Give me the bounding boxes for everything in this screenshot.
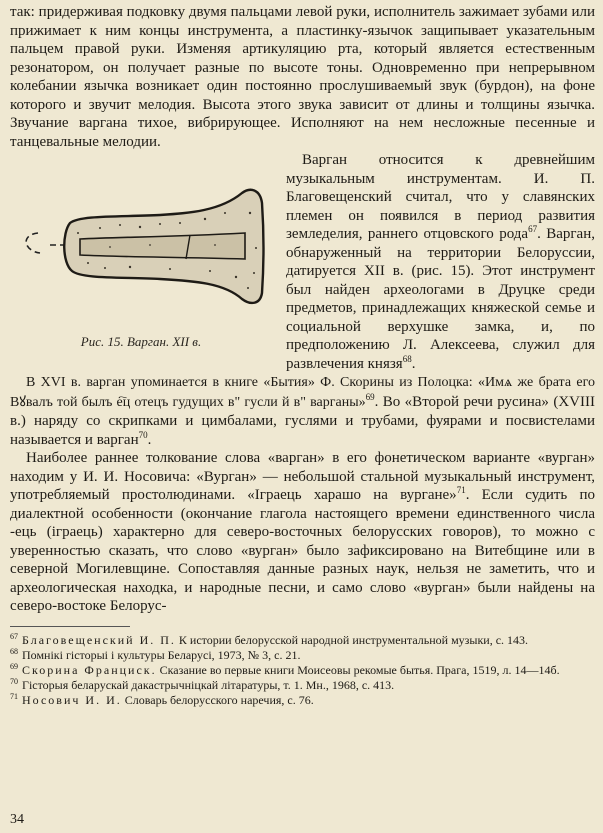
footnote-ref[interactable]: 69 [365,391,375,402]
footnote: $^{70}$ Гісторыя беларускай дакастрычніцкай літаратуры, т. 1. Мн., 1968, с. 413. [10,676,395,692]
footnotes [10,633,595,708]
page [10,3,595,708]
page-number: 34 [10,812,24,827]
footnote: $^{67}$ Благовещенский И. П. К истории белорусской народной инструментальной музыки, с. 143. [10,631,529,647]
footnote-divider [10,626,130,627]
figure-caption: Рис. 15. Варган. XII в. [80,334,202,349]
footnote-ref[interactable]: 70 [138,429,148,440]
footnote: $^{69}$ Скорина Франциск. Сказание во первые книги Моисеовы рекомые бытья. Прага, 1519, л. 14—14б. [10,661,560,677]
footnote: $^{68}$ Помнікі гісторыі і культуры Беларусі, 1973, № 3, с. 21. [10,646,301,662]
paragraph-1: так: придерживая подковку двумя пальцами левой руки, исполнитель зажимает зубами или прижимает к ним концы инструмента, а пластинку-язычок защипывает указательным пальцем правой руки. Изменяя артикуляцию рта, который является естественным резонатором, он получает разные по высоте тоны. Одновременно при непрерывном колебании язычка возникает один постоянно прослушиваемый звук (бурдон), на фоне которого и звучит мелодия. Высота этого звука зависит от длины и толщины язычка. Звучание варгана тихое, вибрирующее. Исполняют на нем несложные песенные и танцевальные мелодии. [10,4,595,150]
paragraph-3: В XVI в. варган упоминается в книге «Бытия» Ф. Скорины из Полоцка: «Имѧ же брата его Вꙋвалъ той былъ е҇ц отецъ гудущих в" гусли й в" варганы»$^{69}$. Во «Второй речи русина» (XVIII в.) наряду со скрипками и цимбалами, гуслями и трубами, фуярами и посвистелами называется и варган$^{70}$. [10,375,595,448]
paragraph-4: Наиболее раннее толкование слова «варган» в его фонетическом варианте «вурган» находим у И. И. Носовича: «Вурган» — небольшой стальной музыкальный инструмент, употребляемый простолюдинами. «Іграець харашо на вургане»$^{71}$. Если судить по диалектной особенности (окончание глагола настоящего времени единственного числа -ець (іграець) характерно для северо-восточных белорусских говоров), то можно с уверенностью сказать, что слово «вурган» было зафиксировано на Витебщине или в северной Могилевщине. Сопоставляя данные разных наук, нельзя не заметить, что и археологическая находка, и народные песни, и само слово «вурган» были найдены на северо-востоке Белорус- [10,450,595,614]
footnote-ref[interactable]: 68 [402,353,412,364]
figure-varhan [10,153,272,361]
footnote-ref[interactable]: 71 [456,485,466,495]
varhan-illustration [10,153,272,328]
paragraph-2: Варган относится к древнейшим музыкальным инструментам. И. П. Благовещенский считал, что у славянских племен он появился в период развития земледелия, раннего отцовского рода$^{67}$. Варган, обнаруженный на территории Белоруссии, датируется XII в. (рис. 15). Этот инструмент был найден археологами в Друцке среди предметов, принадлежащих княжеской семье и социальной верхушке замка, и, по предположению Л. Алексеева, служил для развлечения князя$^{68}$. [286,152,595,372]
footnote: $^{71}$ Носович И. И. Словарь белорусского наречия, с. 76. [10,691,314,707]
footnote-ref[interactable]: 67 [528,224,538,234]
